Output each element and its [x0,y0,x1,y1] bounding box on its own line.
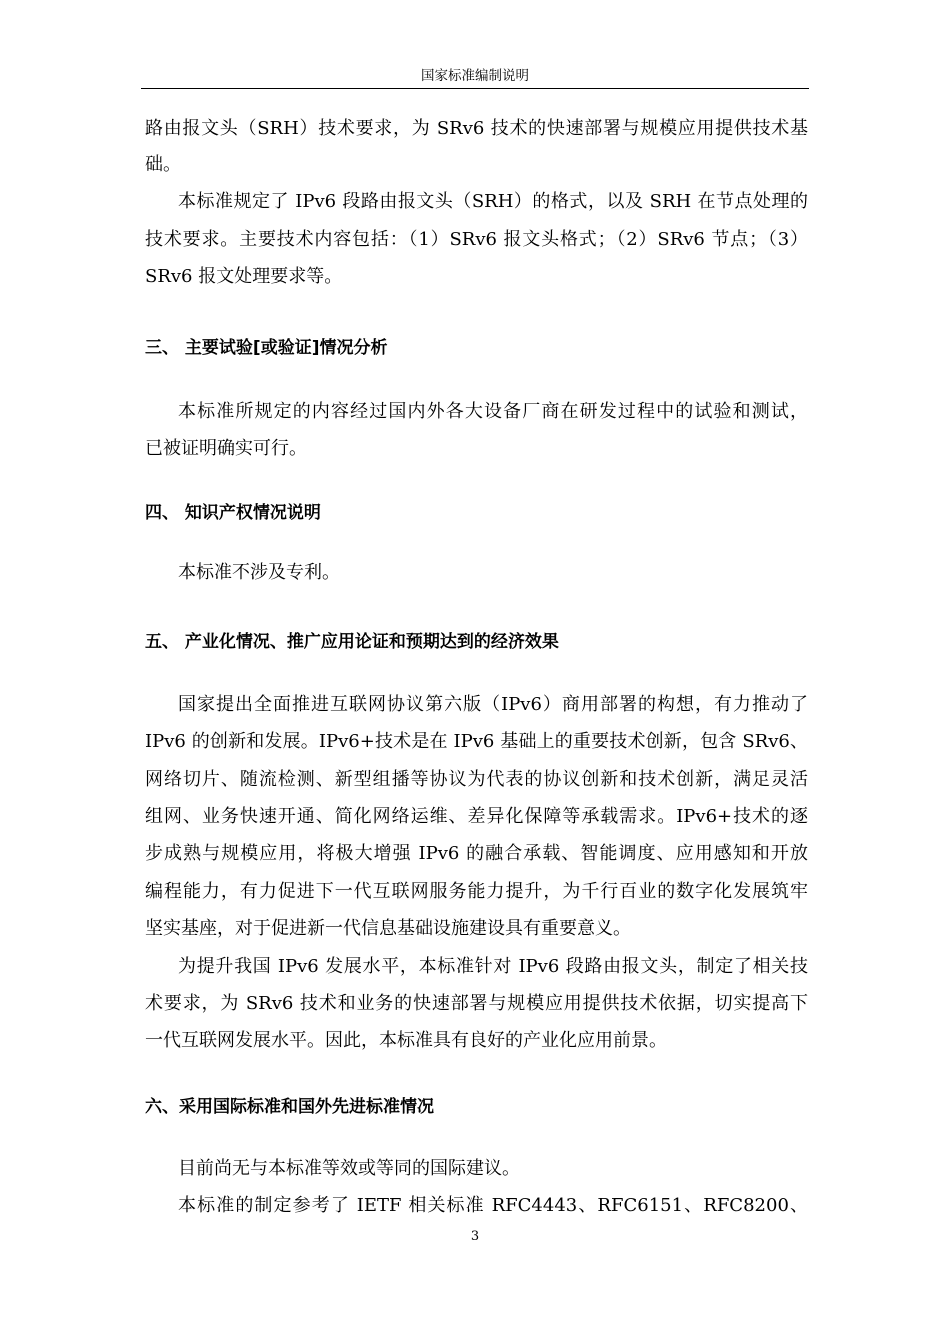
paragraph-line: 本标准规定了 IPv6 段路由报文头（SRH）的格式，以及 SRH 在节点处理的 [178,191,808,212]
paragraph-line: 为提升我国 IPv6 发展水平，本标准针对 IPv6 段路由报文头，制定了相关技 [178,956,808,977]
paragraph-line: 本标准的制定参考了 IETF 相关标准 RFC4443、RFC6151、RFC8200、 [178,1195,808,1216]
paragraph-line: 国家提出全面推进互联网协议第六版（IPv6）商用部署的构想，有力推动了 [178,694,808,715]
paragraph-line: 本标准所规定的内容经过国内外各大设备厂商在研发过程中的试验和测试， [178,401,808,422]
paragraph-line: 组网、业务快速开通、简化网络运维、差异化保障等承载需求。IPv6+技术的逐 [145,806,808,827]
section-heading: 四、 知识产权情况说明 [145,503,321,523]
paragraph-line: 础。 [145,154,181,175]
paragraph-line: 编程能力，有力促进下一代互联网服务能力提升，为千行百业的数字化发展筑牢 [145,881,808,902]
paragraph-line: 一代互联网发展水平。因此，本标准具有良好的产业化应用前景。 [145,1030,667,1051]
section-heading: 五、 产业化情况、推广应用论证和预期达到的经济效果 [145,632,559,652]
paragraph-line: 本标准不涉及专利。 [178,562,340,583]
paragraph-line: 目前尚无与本标准等效或等同的国际建议。 [178,1158,520,1179]
paragraph-line: IPv6 的创新和发展。IPv6+技术是在 IPv6 基础上的重要技术创新，包含 SRv6、 [145,731,808,752]
section-heading: 三、 主要试验[或验证]情况分析 [145,338,388,358]
paragraph-line: 步成熟与规模应用，将极大增强 IPv6 的融合承载、智能调度、应用感知和开放 [145,843,808,864]
paragraph-line: 网络切片、随流检测、新型组播等协议为代表的协议创新和技术创新，满足灵活 [145,769,808,790]
header-title: 国家标准编制说明 [421,68,529,84]
header-rule [141,88,809,89]
paragraph-line: 路由报文头（SRH）技术要求，为 SRv6 技术的快速部署与规模应用提供技术基 [145,118,808,139]
paragraph-line: 坚实基座，对于促进新一代信息基础设施建设具有重要意义。 [145,918,631,939]
paragraph-line: 已被证明确实可行。 [145,438,307,459]
paragraph-line: SRv6 报文处理要求等。 [145,266,343,287]
section-heading: 六、采用国际标准和国外先进标准情况 [145,1097,434,1117]
page-number: 3 [470,1229,480,1244]
paragraph-line: 术要求，为 SRv6 技术和业务的快速部署与规模应用提供技术依据，切实提高下 [145,993,808,1014]
paragraph-line: 技术要求。主要技术内容包括：（1）SRv6 报文头格式；（2）SRv6 节点；（3） [145,229,808,250]
